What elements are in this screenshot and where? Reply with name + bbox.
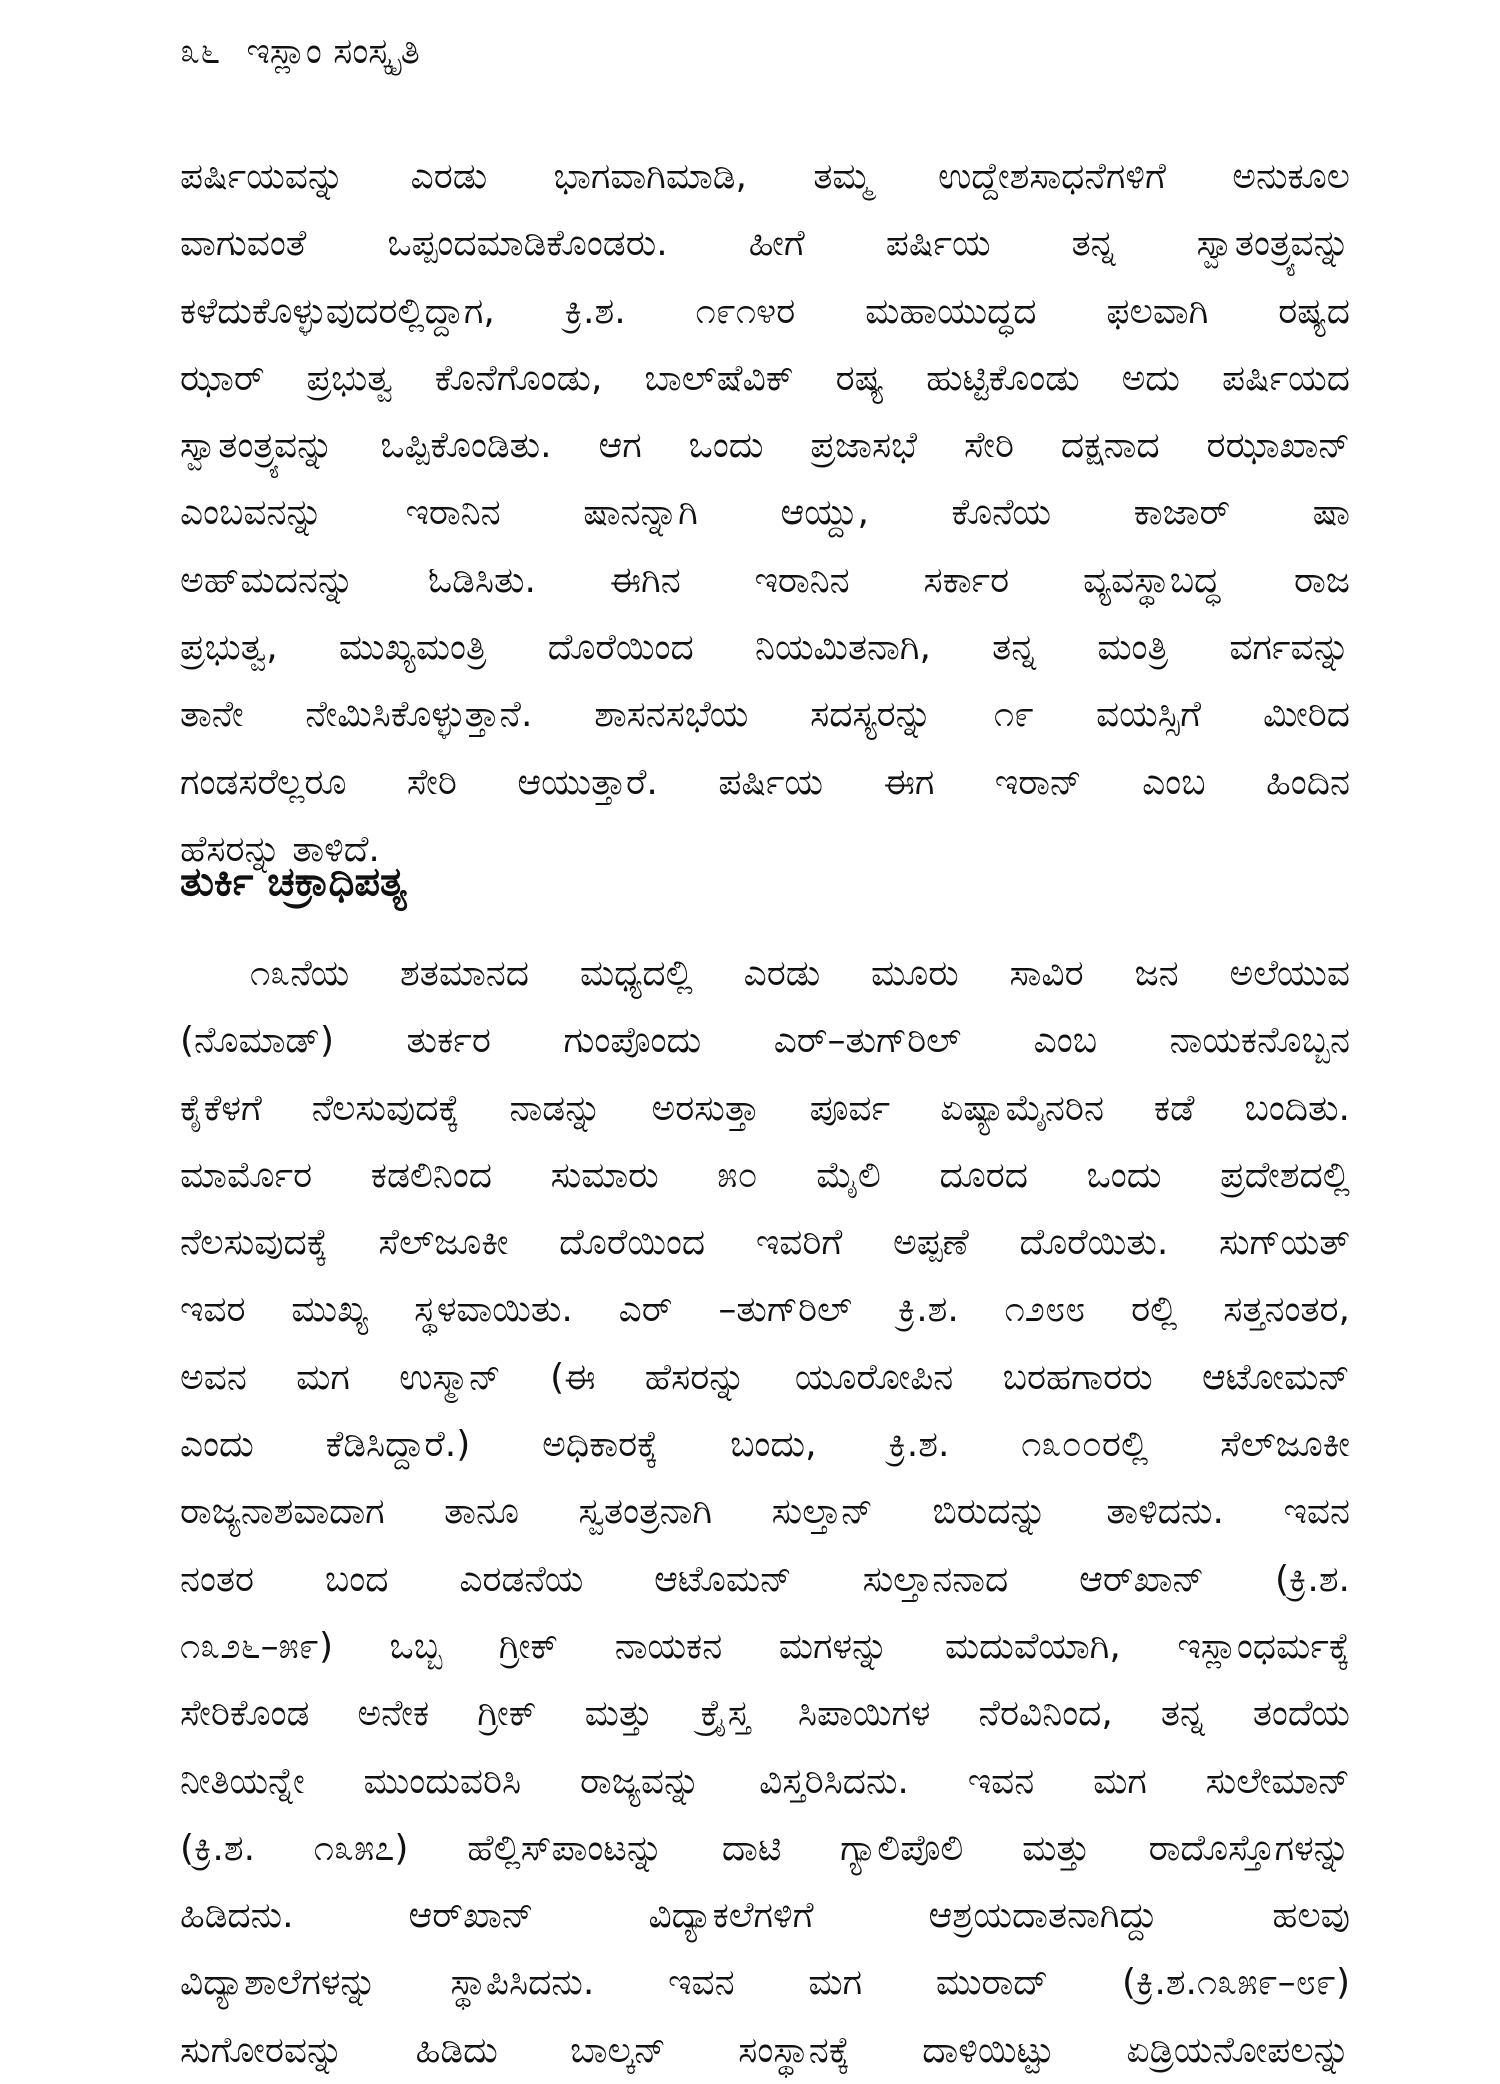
text-line: ಎಂಬವನನ್ನು ಇರಾನಿನ ಷಾನನ್ನಾಗಿ ಆಯ್ದು, ಕೊನೆಯ ಕಾಜಾರ್ ಷಾ — [180, 492, 1350, 534]
text-line: ಸುಗೋರವನ್ನು ಹಿಡಿದು ಬಾಲ್ಕನ್ ಸಂಸ್ಥಾನಕ್ಕೆ ದಾಳಿಯಿಟ್ಟು ಏಡ್ರಿಯನೋಪಲನ್ನು — [180, 2029, 1350, 2071]
text-line: ಪ್ರಭುತ್ವ, ಮುಖ್ಯಮಂತ್ರಿ ದೊರೆಯಿಂದ ನಿಯಮಿತನಾಗಿ, ತನ್ನ ಮಂತ್ರಿ ವರ್ಗವನ್ನು — [180, 627, 1350, 669]
text-line: ಅವನ ಮಗ ಉಸ್ಮಾನ್ (ಈ ಹೆಸರನ್ನು ಯೂರೋಪಿನ ಬರಹಗಾರರು ಆಟೋಮನ್ — [180, 1356, 1350, 1398]
text-line: (ನೊಮಾಡ್) ತುರ್ಕರ ಗುಂಪೊಂದು ಎರ್‌–ತುಗ್‌ರಿಲ್ ಎಂಬ ನಾಯಕನೊಬ್ಬನ — [180, 1020, 1350, 1062]
text-line: ಪರ್ಷಿಯವನ್ನು ಎರಡು ಭಾಗವಾಗಿಮಾಡಿ, ತಮ್ಮ ಉದ್ದೇಶಸಾಧನೆಗಳಿಗೆ ಅನುಕೂಲ — [180, 156, 1350, 197]
running-header — [180, 28, 420, 76]
text-line: ಕಳೆದುಕೊಳ್ಳುವುದರಲ್ಲಿದ್ದಾಗ, ಕ್ರಿ.ಶ. ೧೯೧೪ರ ಮಹಾಯುದ್ಧದ ಫಲವಾಗಿ ರಷ್ಯದ — [180, 290, 1350, 332]
text-line: ವಾಗುವಂತೆ ಒಪ್ಪಂದಮಾಡಿಕೊಂಡರು. ಹೀಗೆ ಪರ್ಷಿಯ ತನ್ನ ಸ್ವಾತಂತ್ರ್ಯವನ್ನು — [180, 223, 1350, 265]
text-line: ವಿದ್ಯಾಶಾಲೆಗಳನ್ನು ಸ್ಥಾಪಿಸಿದನು. ಇವನ ಮಗ ಮುರಾದ್ (ಕ್ರಿ.ಶ.೧೩೫೯–೮೯) — [180, 1962, 1350, 2004]
paragraph-persia — [180, 143, 1350, 883]
page-number: ೩೬ — [180, 31, 221, 72]
text-line: ತಾನೇ ನೇಮಿಸಿಕೊಳ್ಳುತ್ತಾನೆ. ಶಾಸನಸಭೆಯ ಸದಸ್ಯರನ್ನು ೧೯ ವಯಸ್ಸಿಗೆ ಮೀರಿದ — [180, 694, 1350, 736]
text-line: ರಾಜ್ಯನಾಶವಾದಾಗ ತಾನೂ ಸ್ವತಂತ್ರನಾಗಿ ಸುಲ್ತಾನ್ ಬಿರುದನ್ನು ತಾಳಿದನು. ಇವನ — [180, 1491, 1350, 1533]
paragraph-turkish-empire — [180, 940, 1350, 2084]
text-line: ಸ್ವಾತಂತ್ರ್ಯವನ್ನು ಒಪ್ಪಿಕೊಂಡಿತು. ಆಗ ಒಂದು ಪ್ರಜಾಸಭೆ ಸೇರಿ ದಕ್ಷನಾದ ರಝಾಖಾನ್ — [180, 425, 1350, 467]
text-line: ಕೈಕೆಳಗೆ ನೆಲಸುವುದಕ್ಕೆ ನಾಡನ್ನು ಅರಸುತ್ತಾ ಪೂರ್ವ ಏಷ್ಯಾಮೈನರಿನ ಕಡೆ ಬಂದಿತು. — [180, 1087, 1350, 1129]
text-line: ನೆಲಸುವುದಕ್ಕೆ ಸೆಲ್‌ಜೂಕೀ ದೊರೆಯಿಂದ ಇವರಿಗೆ ಅಪ್ಪಣೆ ದೊರೆಯಿತು. ಸುಗ್‌ಯತ್ — [180, 1222, 1350, 1264]
text-line: ಹಿಡಿದನು. ಆರ್‌ಖಾನ್ ವಿದ್ಯಾಕಲೆಗಳಿಗೆ ಆಶ್ರಯದಾತನಾಗಿದ್ದು ಹಲವು — [180, 1895, 1350, 1937]
text-line: (ಕ್ರಿ.ಶ. ೧೩೫೭) ಹೆಲ್ಲಿಸ್‌ಪಾಂಟನ್ನು ದಾಟಿ ಗ್ಯಾಲಿಪೊಲಿ ಮತ್ತು ರಾದೊಸ್ತೊಗಳನ್ನು — [180, 1827, 1350, 1869]
text-line: ಗಂಡಸರೆಲ್ಲರೂ ಸೇರಿ ಆಯುತ್ತಾರೆ. ಪರ್ಷಿಯ ಈಗ ಇರಾನ್ ಎಂಬ ಹಿಂದಿನ — [180, 761, 1350, 803]
text-line: ಸೇರಿಕೊಂಡ ಅನೇಕ ಗ್ರೀಕ್ ಮತ್ತು ಕ್ರೈಸ್ತ ಸಿಪಾಯಿಗಳ ನೆರವಿನಿಂದ, ತನ್ನ ತಂದೆಯ — [180, 1693, 1350, 1735]
running-title: ಇಸ್ಲಾಂ ಸಂಸ್ಕೃತಿ — [246, 31, 420, 72]
text-line: ನಂತರ ಬಂದ ಎರಡನೆಯ ಆಟೊಮನ್ ಸುಲ್ತಾನನಾದ ಆರ್‌ಖಾನ್ (ಕ್ರಿ.ಶ. — [180, 1558, 1350, 1600]
text-line: ಹೆಸರನ್ನು ತಾಳಿದೆ. — [180, 828, 380, 870]
text-line: ೧೩ನೆಯ ಶತಮಾನದ ಮಧ್ಯದಲ್ಲಿ ಎರಡು ಮೂರು ಸಾವಿರ ಜನ ಅಲೆಯುವ — [250, 953, 1350, 994]
text-line: ನೀತಿಯನ್ನೇ ಮುಂದುವರಿಸಿ ರಾಜ್ಯವನ್ನು ವಿಸ್ತರಿಸಿದನು. ಇವನ ಮಗ ಸುಲೇಮಾನ್ — [180, 1760, 1350, 1802]
text-line: ಎಂದು ಕೆಡಿಸಿದ್ದಾರೆ.) ಅಧಿಕಾರಕ್ಕೆ ಬಂದು, ಕ್ರಿ.ಶ. ೧೩೦೦ರಲ್ಲಿ ಸೆಲ್‌ಜೂಕೀ — [180, 1424, 1350, 1466]
text-line: ಇವರ ಮುಖ್ಯ ಸ್ಥಳವಾಯಿತು. ಎರ್ –ತುಗ್‌ರಿಲ್ ಕ್ರಿ.ಶ. ೧೨೮೮ ರಲ್ಲಿ ಸತ್ತನಂತರ, — [180, 1289, 1350, 1331]
text-line: ೧೩೨೬–೫೯) ಒಬ್ಬ ಗ್ರೀಕ್ ನಾಯಕನ ಮಗಳನ್ನು ಮದುವೆಯಾಗಿ, ಇಸ್ಲಾಂಧರ್ಮಕ್ಕೆ — [180, 1625, 1350, 1667]
text-line: ಮಾರ್ಮೊರ ಕಡಲಿನಿಂದ ಸುಮಾರು ೫೦ ಮೈಲಿ ದೂರದ ಒಂದು ಪ್ರದೇಶದಲ್ಲಿ — [180, 1154, 1350, 1196]
text-line: ಝಾರ್ ಪ್ರಭುತ್ವ ಕೊನೆಗೊಂಡು, ಬಾಲ್‌ಷೆವಿಕ್ ರಷ್ಯ ಹುಟ್ಟಿಕೊಂಡು ಅದು ಪರ್ಷಿಯದ — [180, 357, 1350, 399]
text-line: ಅಹ್‌ಮದನನ್ನು ಓಡಿಸಿತು. ಈಗಿನ ಇರಾನಿನ ಸರ್ಕಾರ ವ್ಯವಸ್ಥಾಬದ್ಧ ರಾಜ — [180, 559, 1350, 601]
section-heading: ತುರ್ಕಿ ಚಕ್ರಾಧಿಪತ್ಯ — [180, 859, 407, 905]
